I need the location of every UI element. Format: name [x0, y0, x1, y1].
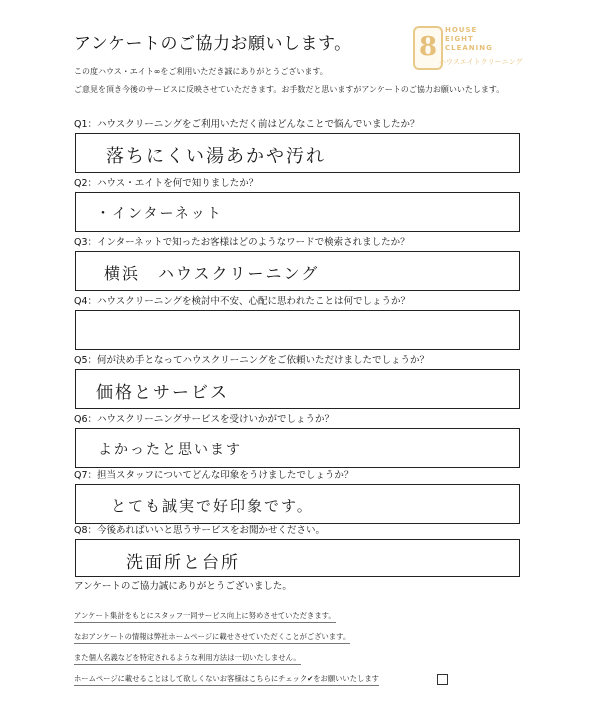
question-1-answer: 落ちにくい湯あかや汚れ: [106, 146, 326, 167]
intro-line-1: この度ハウス・エイト∞をご利用いただき誠にありがとうございます。: [74, 67, 328, 76]
question-4-answer-box[interactable]: [75, 310, 520, 350]
thanks-message: アンケートのご協力誠にありがとうございました。: [74, 581, 292, 592]
question-4-label: Q4：ハウスクリーニングを検討中不安、心配に思われたことは何でしょうか？: [74, 296, 411, 307]
question-8-label: Q8：今後あればいいと思うサービスをお聞かせください。: [74, 525, 326, 536]
publish-optout-checkbox[interactable]: [437, 674, 448, 685]
note-line-4: ホームページに載せることはして欲しくないお客様はこちらにチェック✔をお願いいたします: [74, 674, 379, 686]
logo-line-1: HOUSE: [445, 26, 478, 34]
logo-line-3: CLEANING: [445, 44, 493, 52]
question-6-label: Q6：ハウスクリーニングサービスを受けいかがでしょうか？: [74, 414, 335, 425]
question-8-answer-box[interactable]: [75, 539, 520, 577]
question-2-label: Q2：ハウス・エイトを何で知りましたか？: [74, 178, 259, 189]
question-8-answer: 洗面所と台所: [126, 553, 240, 573]
question-5-answer-box[interactable]: [75, 369, 520, 409]
intro-line-2: ご意見を頂き今後のサービスに反映させていただきます。お手数だと思いますがアンケートのご協力お願いいたします。: [74, 85, 505, 94]
company-logo: [413, 24, 525, 68]
logo-brand: [445, 26, 493, 53]
question-1-label: Q1：ハウスクリーニングをご利用いただく前はどんなことで悩んでいましたか？: [74, 119, 420, 130]
question-3-label: Q3：インターネットで知ったお客様はどのようなワードで検索されましたか？: [74, 237, 410, 248]
logo-line-2: EIGHT: [445, 35, 474, 43]
question-6-answer-box[interactable]: [75, 428, 520, 468]
question-2-answer: ・インターネット: [96, 206, 223, 222]
question-5-answer: 価格とサービス: [96, 383, 229, 403]
question-7-answer-box[interactable]: [75, 484, 520, 524]
question-5-label: Q5：何が決め手となってハウスクリーニングをご依頼いただけましたでしょうか？: [74, 355, 430, 366]
question-6-answer: よかったと思います: [98, 442, 242, 458]
question-7-answer: とても誠実で好印象です。: [111, 497, 314, 515]
question-3-answer: 横浜 ハウスクリーニング: [104, 264, 320, 283]
note-line-1: アンケート集計をもとにスタッフ一同サービス向上に努めさせていただきます。: [74, 611, 336, 623]
question-1-answer-box[interactable]: [75, 133, 520, 173]
question-7-label: Q7：担当スタッフについてどんな印象をうけましたでしょうか？: [74, 470, 354, 481]
logo-kana: ハウスエイトクリーニング: [439, 58, 523, 66]
note-line-3: また個人名義などを特定されるような利用方法は一切いたしません。: [74, 653, 301, 665]
note-line-2: なおアンケートの情報は弊社ホームページに載せさせていただくことがございます。: [74, 632, 350, 644]
question-3-answer-box[interactable]: [75, 251, 520, 291]
form-title: アンケートのご協力お願いします。: [74, 34, 352, 54]
question-2-answer-box[interactable]: [75, 192, 520, 232]
logo-mark: 8: [413, 26, 443, 70]
